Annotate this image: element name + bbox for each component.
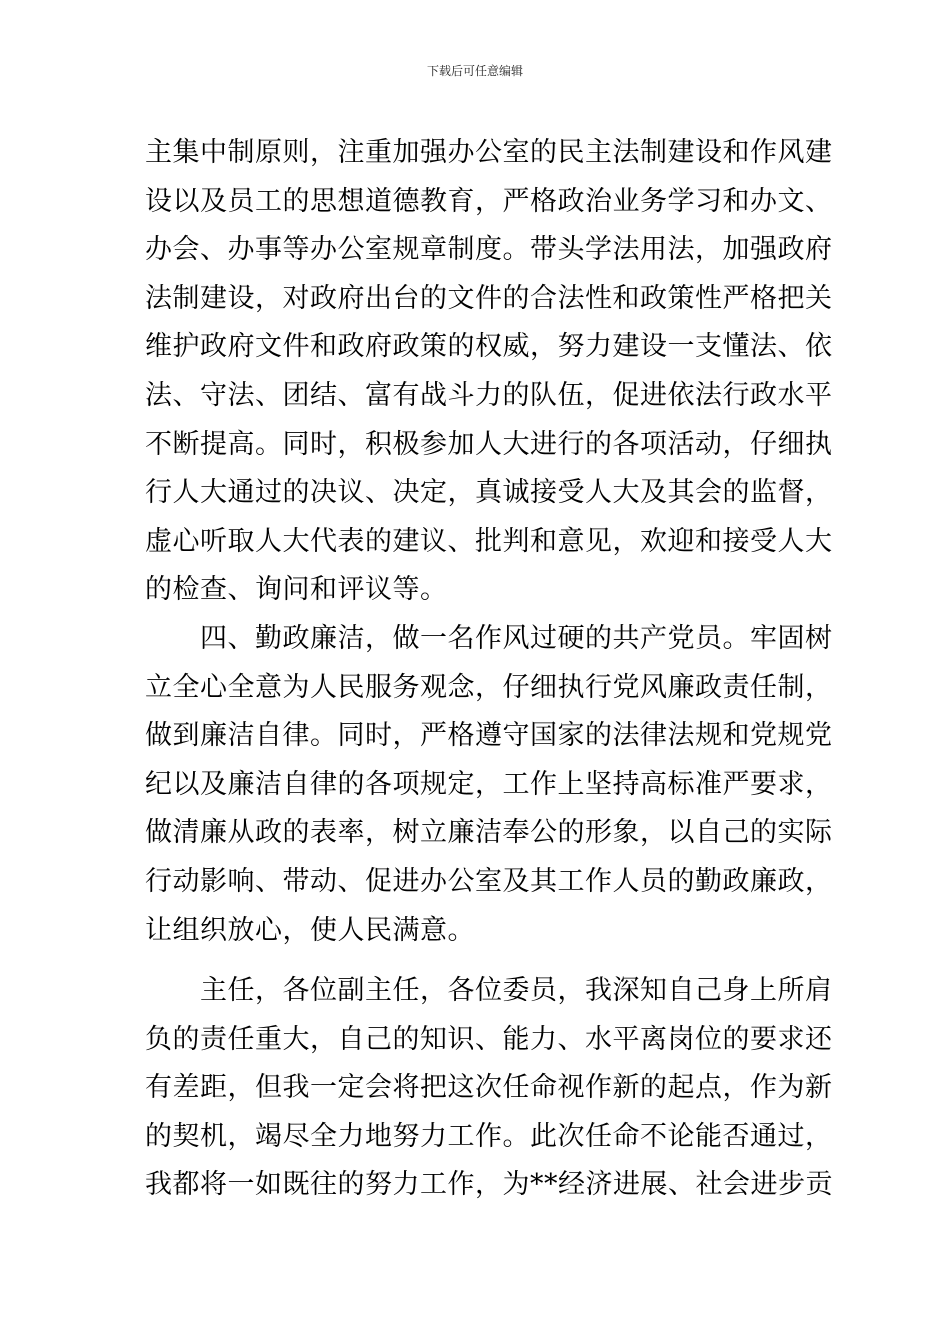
text-line: 让组织放心，使人民满意。 [145, 914, 475, 946]
text-line: 负的责任重大，自己的知识、能力、水平离岗位的要求还 [145, 1023, 833, 1055]
text-line: 的契机，竭尽全力地努力工作。此次任命不论能否通过， [145, 1120, 833, 1152]
text-line: 的检查、询问和评议等。 [145, 574, 448, 606]
text-line: 法制建设，对政府出台的文件的合法性和政策性严格把关 [145, 282, 833, 314]
text-line: 做清廉从政的表率，树立廉洁奉公的形象，以自己的实际 [145, 817, 833, 849]
text-line: 行人大通过的决议、决定，真诚接受人大及其会的监督， [145, 477, 833, 509]
paragraph-gap [145, 955, 825, 967]
text-line: 主集中制原则，注重加强办公室的民主法制建设和作风建 [145, 137, 833, 168]
text-line: 做到廉洁自律。同时，严格遵守国家的法律法规和党规党 [145, 720, 833, 752]
page-header-note: 下载后可任意编辑 [426, 64, 523, 78]
text-line: 维护政府文件和政府政策的权威，努力建设一支懂法、依 [145, 331, 833, 363]
text-line: 不断提高。同时，积极参加人大进行的各项活动，仔细执 [145, 428, 833, 460]
body-text [145, 129, 833, 1210]
text-line: 我都将一如既往的努力工作，为**经济进展、社会进步贡 [145, 1169, 833, 1201]
text-line: 立全心全意为人民服务观念，仔细执行党风廉政责任制， [145, 671, 833, 703]
text-line: 办会、办事等办公室规章制度。带头学法用法，加强政府 [145, 234, 833, 266]
text-line: 法、守法、团结、富有战斗力的队伍，促进依法行政水平 [145, 379, 833, 411]
text-line: 设以及员工的思想道德教育，严格政治业务学习和办文、 [145, 185, 833, 217]
text-line: 行动影响、带动、促进办公室及其工作人员的勤政廉政， [145, 865, 833, 897]
paragraph-start-line: 主任，各位副主任，各位委员，我深知自己身上所肩 [145, 975, 833, 1007]
text-line: 有差距，但我一定会将把这次任命视作新的起点，作为新 [145, 1072, 833, 1104]
text-line: 虚心听取人大代表的建议、批判和意见，欢迎和接受人大 [145, 525, 833, 557]
paragraph-start-line: 四、勤政廉洁，做一名作风过硬的共产党员。牢固树 [145, 622, 833, 654]
text-line: 纪以及廉洁自律的各项规定，工作上坚持高标准严要求， [145, 768, 833, 800]
